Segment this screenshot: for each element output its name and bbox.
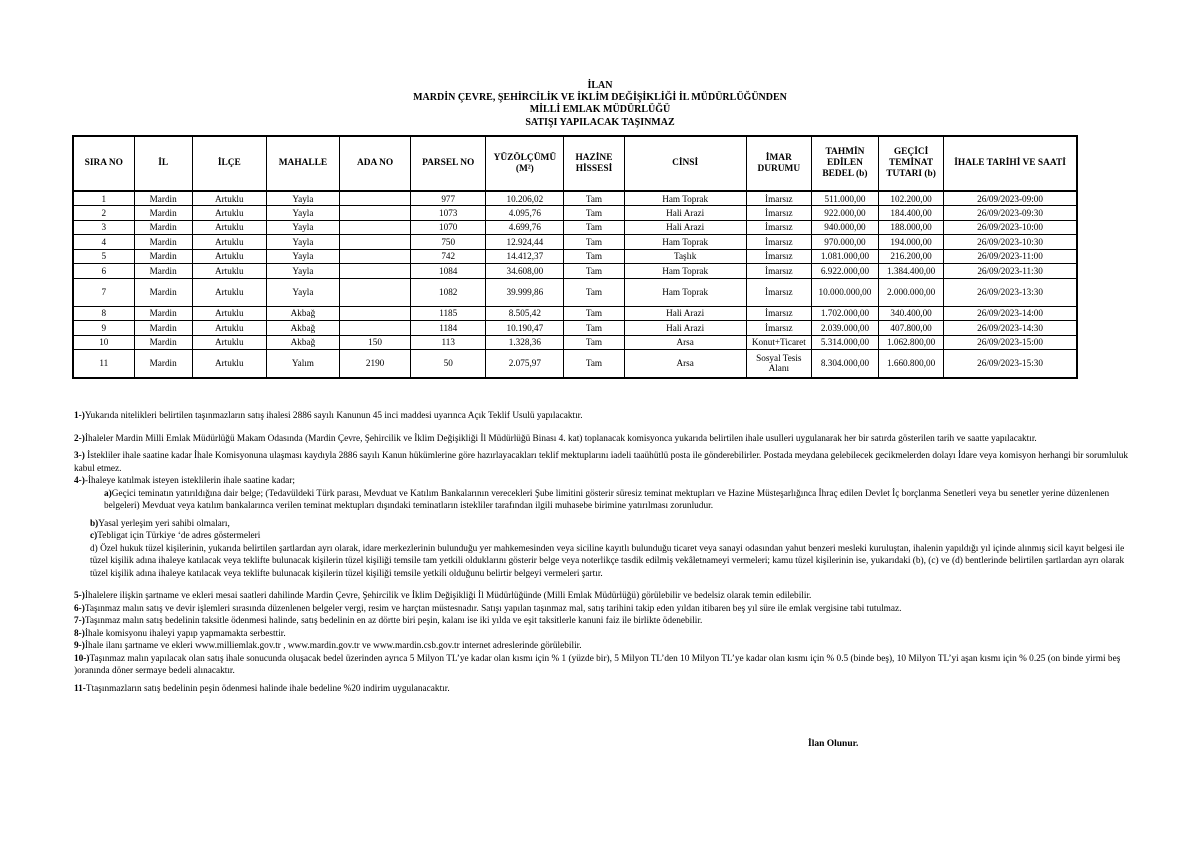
note-label: c) [90, 531, 98, 541]
table-cell: Mardin [134, 249, 192, 264]
table-cell [340, 220, 411, 235]
table-cell: Konut+Ticaret [746, 335, 811, 350]
table-row [73, 335, 1077, 350]
column-header: ADA NO [340, 136, 411, 191]
table-cell: 2190 [340, 350, 411, 378]
note-number: 5-) [74, 591, 85, 601]
note-7 [74, 615, 1134, 628]
table-cell: Mardin [134, 235, 192, 250]
table-row [73, 220, 1077, 235]
table-cell: Tam [564, 191, 624, 206]
table-cell: 1082 [411, 278, 486, 306]
note-number: 3-) [74, 451, 85, 461]
table-row [73, 321, 1077, 336]
table-row [73, 278, 1077, 306]
note-2 [74, 433, 1134, 446]
column-header: İL [134, 136, 192, 191]
table-cell: Artuklu [192, 235, 266, 250]
table-cell: Tam [564, 335, 624, 350]
table-row [73, 235, 1077, 250]
table-cell: 1 [73, 191, 134, 206]
note-text: İstekliler ihale saatine kadar İhale Komisyonuna ulaşması kaydıyla 2886 sayılı Kanun hükümlerine göre hazırlayacakları teklif mektuplarını iadeli taaühütlü posta ile gönderebilirler. Postada meydana gelebilecek gecikmelerden dolayı İdare veya komisyon herhangi bir sorumluluk kabul etmez. [74, 451, 1129, 474]
table-cell: Yayla [266, 278, 339, 306]
note-4b [74, 518, 1134, 531]
table-cell: Tam [564, 278, 624, 306]
table-cell: 34.608,00 [486, 264, 564, 279]
table-cell [340, 278, 411, 306]
table-cell: 194.000,00 [879, 235, 944, 250]
table-header-row [73, 136, 1077, 191]
column-header: MAHALLE [266, 136, 339, 191]
table-cell: Mardin [134, 206, 192, 221]
header-subject: SATIŞI YAPILACAK TAŞINMAZ [525, 116, 675, 128]
table-cell: Taşlık [624, 249, 746, 264]
table-cell: 6.922.000,00 [811, 264, 878, 279]
table-cell: Yayla [266, 235, 339, 250]
table-cell: Ham Toprak [624, 191, 746, 206]
table-cell: İmarsız [746, 321, 811, 336]
note-8 [74, 628, 1134, 641]
table-body [73, 191, 1077, 378]
table-cell: 922.000,00 [811, 206, 878, 221]
header-title: İLAN [587, 80, 613, 91]
table-cell: Ham Toprak [624, 235, 746, 250]
table-cell: 26/09/2023-10:00 [944, 220, 1077, 235]
note-text: İhalelere ilişkin şartname ve ekleri mesai saatleri dahilinde Mardin Çevre, Şehircilik ve İklim Değişikliği İl Müdürlüğünde (Milli Emlak Müdürlüğü) görülebilir ve bedelsiz olarak temin edilebilir. [84, 591, 812, 601]
note-text: İhaleler Mardin Milli Emlak Müdürlüğü Makam Odasında (Mardin Çevre, Şehircilik ve İklim Değişikliği İl Müdürlüğü Binası 4. kat) toplanacak komisyonca yukarıda belirtilen ihale usulleri uygulanarak her bir satırda gösterilen tarih ve saatte yapılacaktır. [84, 433, 1037, 444]
note-text: Taşınmaz malın satış bedelinin taksitle ödenmesi halinde, satış bedelinin en az dörtte biri peşin, kalanı ise iki yılda ve eşit taksitlerle kanuni faiz ile birlikte ödenebilir. [84, 616, 703, 626]
table-cell: Tam [564, 220, 624, 235]
column-header: TAHMİN EDİLEN BEDEL (b) [811, 136, 878, 191]
table-cell: Tam [564, 306, 624, 321]
table-cell: Yayla [266, 264, 339, 279]
table-cell: 184.400,00 [879, 206, 944, 221]
table-cell: 26/09/2023-10:30 [944, 235, 1077, 250]
note-5 [74, 590, 1134, 603]
table-cell: İmarsız [746, 264, 811, 279]
table-cell: 340.400,00 [879, 306, 944, 321]
header-department: MİLLİ EMLAK MÜDÜRLÜĞÜ [529, 104, 671, 116]
table-cell: 1084 [411, 264, 486, 279]
table-cell: Yayla [266, 206, 339, 221]
note-number: 4-) [74, 476, 85, 486]
table-cell [340, 235, 411, 250]
table-cell: 26/09/2023-15:00 [944, 335, 1077, 350]
table-cell: Hali Arazi [624, 206, 746, 221]
conditions-notes [74, 410, 1134, 695]
note-text: Taşınmaz malın satış ve devir işlemleri sırasında düzenlenen belgeler vergi, resim ve harçtan müstesnadır. Satışı yapılan taşınmaz mal, satış tarihini takip eden yıldan itibaren beş yıl süre ile emlak vergisine tabi tutulmaz. [84, 603, 902, 614]
note-text: -İhaleye katılmak isteyen isteklilerin ihale saatine kadar; [84, 476, 295, 486]
table-cell: İmarsız [746, 306, 811, 321]
table-cell: 50 [411, 350, 486, 378]
table-row [73, 306, 1077, 321]
table-cell: Tam [564, 350, 624, 378]
table-cell: 4.095,76 [486, 206, 564, 221]
table-cell: 1.702.000,00 [811, 306, 878, 321]
table-cell: 1184 [411, 321, 486, 336]
table-cell: Arsa [624, 335, 746, 350]
table-cell: 1070 [411, 220, 486, 235]
note-3 [74, 450, 1134, 475]
column-header: HAZİNE HİSSESİ [564, 136, 624, 191]
table-cell: 150 [340, 335, 411, 350]
note-6 [74, 603, 1134, 616]
table-cell: Artuklu [192, 191, 266, 206]
table-cell: Artuklu [192, 206, 266, 221]
table-cell: İmarsız [746, 191, 811, 206]
document-header [0, 80, 1200, 129]
note-text: Yasal yerleşim yeri sahibi olmaları, [98, 518, 230, 529]
table-cell: Artuklu [192, 321, 266, 336]
table-cell: 26/09/2023-11:00 [944, 249, 1077, 264]
table-cell: 3 [73, 220, 134, 235]
table-cell: Sosyal Tesis Alanı [746, 350, 811, 378]
note-number: 6-) [74, 603, 85, 614]
table-cell: 407.800,00 [879, 321, 944, 336]
table-cell: 1.660.800,00 [879, 350, 944, 378]
table-cell: 10.206,02 [486, 191, 564, 206]
table-cell: 5 [73, 249, 134, 264]
note-number: 1-) [74, 411, 85, 421]
note-text: Geçici teminatın yatırıldığına dair belge; (Tedavüldeki Türk parası, Mevduat ve Katılım Bankalarının verecekleri Şube limitini gösterir süresiz teminat mektupları ve Hazine Müsteşarlığınca İhraç edilen Devlet İç borçlanma Senetleri veya bu senetler yerine düzenlenen belgeleri) Mevduat veya katılım bankalarınca verilen teminat mektupları dışındaki teminatların istekliler tarafından ilgili muhasebe birimine yatırılması zorunludur. [104, 488, 1110, 511]
table-cell: İmarsız [746, 235, 811, 250]
table-cell: Akbağ [266, 335, 339, 350]
table-cell: Ham Toprak [624, 264, 746, 279]
table-cell: 216.200,00 [879, 249, 944, 264]
table-cell: 4 [73, 235, 134, 250]
note-label: b) [90, 518, 99, 529]
table-cell: 977 [411, 191, 486, 206]
table-cell: Hali Arazi [624, 321, 746, 336]
column-header: GEÇİCİ TEMİNAT TUTARI (b) [879, 136, 944, 191]
table-cell: Tam [564, 321, 624, 336]
table-cell: 750 [411, 235, 486, 250]
table-cell: 26/09/2023-14:30 [944, 321, 1077, 336]
table-cell: Hali Arazi [624, 306, 746, 321]
table-cell: Artuklu [192, 220, 266, 235]
note-10 [74, 653, 1134, 678]
table-cell: Yayla [266, 191, 339, 206]
table-cell: 2.000.000,00 [879, 278, 944, 306]
note-4 [74, 475, 1134, 488]
table-cell: 26/09/2023-09:00 [944, 191, 1077, 206]
table-cell: Artuklu [192, 350, 266, 378]
table-cell: 26/09/2023-11:30 [944, 264, 1077, 279]
note-number: 9-) [74, 641, 85, 651]
table-row [73, 264, 1077, 279]
table-cell: Tam [564, 264, 624, 279]
table-cell: Ham Toprak [624, 278, 746, 306]
note-text: Taşınmaz malın yapılacak olan satış ihale sonucunda oluşacak bedel üzerinden ayrıca 5 Milyon TL’ye kadar olan kısmı için % 1 (yüzde bir), 5 Milyon TL’den 10 Milyon TL’ye kadar olan kısmı için % 0.5 (binde beş), 10 Milyon TL’yi aşan kısmı için % 0.25 (on binde yirmi beş )oranında döner sermaye bedeli alınacaktır. [74, 653, 1121, 676]
table-cell: 9 [73, 321, 134, 336]
table-cell: 940.000,00 [811, 220, 878, 235]
note-number: 8-) [74, 628, 85, 639]
table-cell: 2.039.000,00 [811, 321, 878, 336]
note-text: Ttaşınmazların satış bedelinin peşin ödenmesi halinde ihale bedeline %20 indirim uygulanacaktır. [85, 683, 450, 694]
table-cell: 8.304.000,00 [811, 350, 878, 378]
table-cell: 10.190,47 [486, 321, 564, 336]
table-cell: 10.000.000,00 [811, 278, 878, 306]
table-cell: Akbağ [266, 321, 339, 336]
note-4d: d) Özel hukuk tüzel kişilerinin, yukarıda belirtilen şartlardan ayrı olarak, idare merkezlerinin bulunduğu yer mahkemesinden veya siciline kayıtlı bulunduğu ticaret veya sanayi odasından yahut benzeri mesleki kuruluştan, ihalenin yapıldığı yıl içinde alınmış sicil kayıt belgesi ile tüzel kişilik adına ihaleye katılacak veya teklifte bulunacak kişilerin tüzel kişiliği temsile tam yetkili olduklarını gösterir belge veya noterlikçe tasdik edilmiş vekâletnameyi vermeleri; kamu tüzel kişilerinin ise, yukarıdaki (b), (c) ve (d) bentlerinde belirtilen şartlardan ayrı olarak tüzel kişilik adına ihaleye katılacak veya teklifte bulunacak kişilerin tüzel kişiliği temsile yetkili olduğunu belirtir belgeyi vermeleri şartır. [90, 543, 1125, 579]
note-number: 10-) [74, 653, 90, 664]
table-cell: Tam [564, 249, 624, 264]
table-cell: 6 [73, 264, 134, 279]
table-cell: Artuklu [192, 264, 266, 279]
table-cell: Yayla [266, 220, 339, 235]
table-cell: 1.062.800,00 [879, 335, 944, 350]
note-number: 2-) [74, 433, 85, 444]
table-cell: 26/09/2023-09:30 [944, 206, 1077, 221]
table-cell: Mardin [134, 278, 192, 306]
column-header: İMAR DURUMU [746, 136, 811, 191]
note-number: 7-) [74, 616, 85, 626]
table-cell: Mardin [134, 191, 192, 206]
table-cell: 26/09/2023-13:30 [944, 278, 1077, 306]
table-cell: Tam [564, 206, 624, 221]
table-cell: Mardin [134, 306, 192, 321]
table-cell: İmarsız [746, 220, 811, 235]
table-cell [340, 306, 411, 321]
table-cell: Yayla [266, 249, 339, 264]
table-cell: 5.314.000,00 [811, 335, 878, 350]
table-cell: 1185 [411, 306, 486, 321]
note-11 [74, 683, 1134, 696]
note-text: Tebligat için Türkiye ‘de adres göstermeleri [97, 531, 261, 541]
table-cell: Tam [564, 235, 624, 250]
table-cell: İmarsız [746, 206, 811, 221]
table-cell: 188.000,00 [879, 220, 944, 235]
table-cell: Mardin [134, 220, 192, 235]
table-cell: 2 [73, 206, 134, 221]
table-cell: İmarsız [746, 278, 811, 306]
note-9 [74, 640, 1134, 653]
table-cell: Mardin [134, 335, 192, 350]
table-cell: 1.328,36 [486, 335, 564, 350]
table-cell: 8 [73, 306, 134, 321]
table-cell: Artuklu [192, 306, 266, 321]
property-table [72, 135, 1078, 379]
note-1 [74, 410, 1134, 423]
table-cell: 10 [73, 335, 134, 350]
table-cell: Hali Arazi [624, 220, 746, 235]
table-cell [340, 321, 411, 336]
table-cell: 14.412,37 [486, 249, 564, 264]
table-cell: Mardin [134, 264, 192, 279]
table-cell: 26/09/2023-15:30 [944, 350, 1077, 378]
table-cell: 26/09/2023-14:00 [944, 306, 1077, 321]
note-label: a) [104, 488, 112, 499]
table-cell: 39.999,86 [486, 278, 564, 306]
table-cell: Yalım [266, 350, 339, 378]
table-cell: İmarsız [746, 249, 811, 264]
table-cell: 511.000,00 [811, 191, 878, 206]
table-cell: 742 [411, 249, 486, 264]
table-cell: Akbağ [266, 306, 339, 321]
note-text: İhale komisyonu ihaleyi yapıp yapmamakta serbesttir. [84, 628, 286, 639]
column-header: PARSEL NO [411, 136, 486, 191]
table-cell: Mardin [134, 321, 192, 336]
column-header: İHALE TARİHİ VE SAATİ [944, 136, 1077, 191]
table-row [73, 249, 1077, 264]
table-cell: Mardin [134, 350, 192, 378]
table-cell: 970.000,00 [811, 235, 878, 250]
table-cell [340, 249, 411, 264]
table-cell: 7 [73, 278, 134, 306]
table-cell [340, 264, 411, 279]
table-cell: Artuklu [192, 335, 266, 350]
table-cell: 113 [411, 335, 486, 350]
column-header: YÜZÖLÇÜMÜ (M²) [486, 136, 564, 191]
column-header: İLÇE [192, 136, 266, 191]
header-authority: MARDİN ÇEVRE, ŞEHİRCİLİK VE İKLİM DEĞİŞİKLİĞİ İL MÜDÜRLÜĞÜNDEN [413, 92, 787, 104]
table-cell: 1.081.000,00 [811, 249, 878, 264]
table-cell: Artuklu [192, 278, 266, 306]
note-number: 11- [74, 683, 86, 694]
table-cell: 102.200,00 [879, 191, 944, 206]
column-header: SIRA NO [73, 136, 134, 191]
table-cell: Arsa [624, 350, 746, 378]
table-cell: 4.699,76 [486, 220, 564, 235]
note-text: Yukarıda nitelikleri belirtilen taşınmazların satış ihalesi 2886 sayılı Kanunun 45 inci maddesi uyarınca Açık Teklif Usulü yapılacaktır. [84, 411, 583, 421]
table-cell: 2.075,97 [486, 350, 564, 378]
note-4a [74, 488, 1134, 513]
table-cell: 1073 [411, 206, 486, 221]
table-cell: 1.384.400,00 [879, 264, 944, 279]
note-4c [74, 530, 1134, 543]
signoff: İlan Olunur. [808, 739, 859, 749]
table-cell: 11 [73, 350, 134, 378]
table-cell [340, 206, 411, 221]
table-cell: 8.505,42 [486, 306, 564, 321]
column-header: CİNSİ [624, 136, 746, 191]
table-row [73, 350, 1077, 378]
note-text: İhale ilanı şartname ve ekleri www.milliemlak.gov.tr , www.mardin.gov.tr ve www.mardin.csb.gov.tr internet adreslerinde görülebilir. [84, 641, 582, 651]
table-row [73, 206, 1077, 221]
table-cell: Artuklu [192, 249, 266, 264]
table-cell: 12.924,44 [486, 235, 564, 250]
table-row [73, 191, 1077, 206]
table-cell [340, 191, 411, 206]
